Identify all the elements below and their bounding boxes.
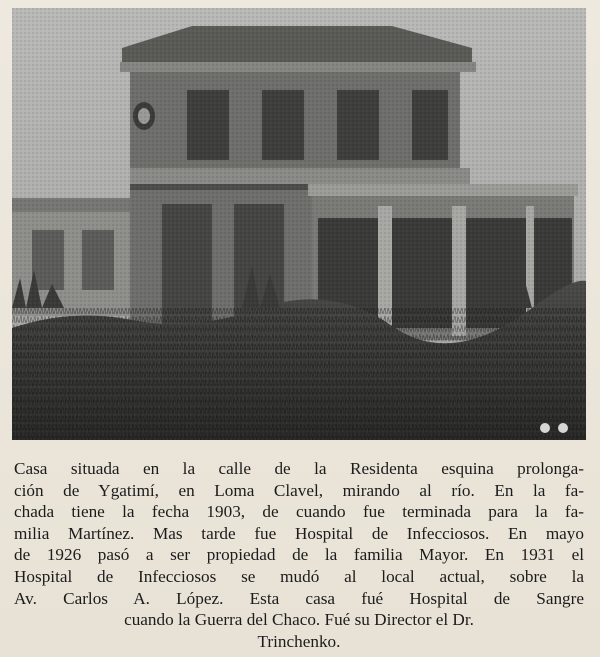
building-photo [12,8,586,440]
caption-line: Casa situada en la calle de la Residenta esquina prolonga- [14,459,584,478]
caption-line: milia Martínez. Mas tarde fue Hospital de Infecciosos. En mayo [14,523,584,543]
caption-line: Trinchenko. [257,631,341,651]
caption-line: cuando la Guerra del Chaco. Fué su Director el Dr. [124,610,474,630]
corner-mark [540,423,550,433]
halftone-texture [12,8,586,440]
corner-mark [558,423,568,433]
caption-line: Av. Carlos A. López. Esta casa fué Hospital de Sangre [14,588,584,608]
caption-line: de 1926 pasó a ser propiedad de la familia Mayor. En 1931 el [14,545,584,565]
caption-line: chada tiene la fecha 1903, de cuando fue terminada para la fa- [14,502,584,522]
caption-line: ción de Ygatimí, en Loma Clavel, mirando al río. En la fa- [14,480,584,500]
caption-line: Hospital de Infecciosos se mudó al local actual, sobre la [14,566,584,586]
photo-caption [14,458,584,652]
photo-illustration [12,8,586,440]
